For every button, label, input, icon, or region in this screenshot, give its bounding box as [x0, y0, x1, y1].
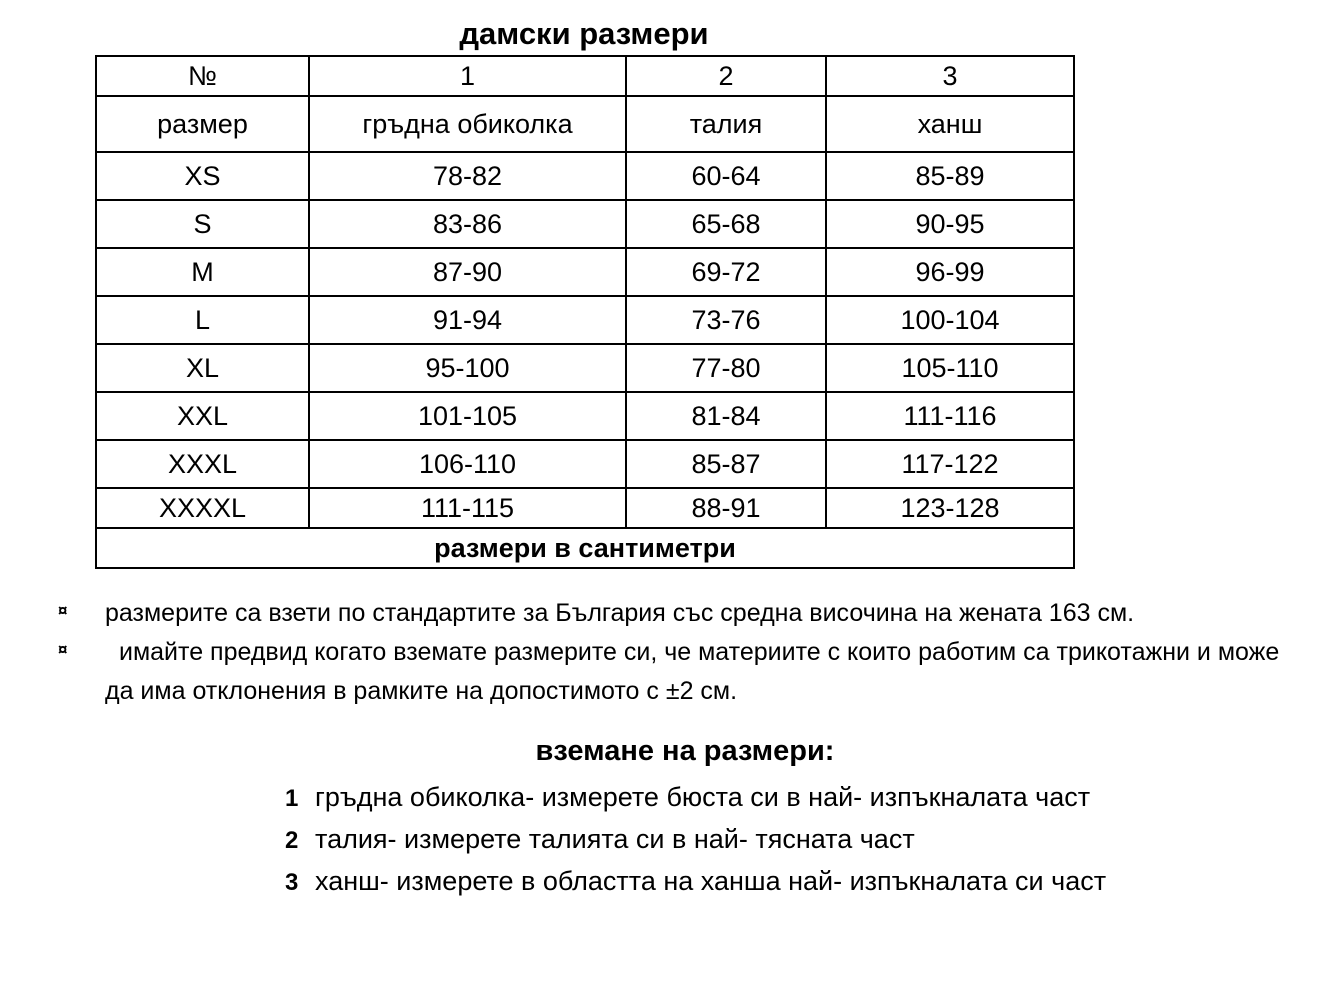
table-row-xxxxl: [96, 488, 1074, 528]
waist-cell: 85-87: [626, 440, 826, 488]
header-cell-number: №: [96, 56, 309, 96]
hips-cell: 117-122: [826, 440, 1074, 488]
waist-cell: 81-84: [626, 392, 826, 440]
hips-cell: 85-89: [826, 152, 1074, 200]
size-cell: XXXL: [96, 440, 309, 488]
table-row-l: [96, 296, 1074, 344]
hips-cell: 105-110: [826, 344, 1074, 392]
table-label-row: [96, 96, 1074, 152]
item-number: 3: [285, 869, 299, 896]
header-cell-2: 2: [626, 56, 826, 96]
measuring-item-chest: [285, 782, 1106, 814]
hips-cell: 111-116: [826, 392, 1074, 440]
item-number: 2: [285, 827, 299, 854]
table-footer-row: [96, 528, 1074, 568]
chest-cell: 111-115: [309, 488, 626, 528]
header-cell-1: 1: [309, 56, 626, 96]
table-row-xl: [96, 344, 1074, 392]
size-cell: M: [96, 248, 309, 296]
table-row-m: [96, 248, 1074, 296]
waist-cell: 65-68: [626, 200, 826, 248]
item-text: гръдна обиколка- измерете бюста си в най- изпъкналата част: [315, 782, 1091, 812]
note-text: размерите са взети по стандартите за България със средна височина на жената 163 см.: [105, 599, 1135, 627]
chest-cell: 95-100: [309, 344, 626, 392]
chest-cell: 87-90: [309, 248, 626, 296]
table-header-row: [96, 56, 1074, 96]
table-row-xxl: [96, 392, 1074, 440]
size-cell: XL: [96, 344, 309, 392]
item-number: 1: [285, 785, 299, 812]
chest-cell: 91-94: [309, 296, 626, 344]
waist-cell: 69-72: [626, 248, 826, 296]
label-cell-waist: талия: [626, 96, 826, 152]
item-text: талия- измерете талията си в най- тясната част: [315, 824, 915, 854]
size-cell: S: [96, 200, 309, 248]
chest-cell: 83-86: [309, 200, 626, 248]
note-text: имайте предвид когато вземате размерите си, че материите с които работим са трикотажни и може да има отклонения в рамките на допостимото с ±2 см.: [105, 638, 1280, 705]
waist-cell: 60-64: [626, 152, 826, 200]
size-cell: XS: [96, 152, 309, 200]
measuring-heading: вземане на размери:: [535, 735, 835, 767]
hips-cell: 90-95: [826, 200, 1074, 248]
chest-cell: 106-110: [309, 440, 626, 488]
label-cell-size: размер: [96, 96, 309, 152]
table-row-s: [96, 200, 1074, 248]
waist-cell: 88-91: [626, 488, 826, 528]
size-table: [95, 55, 1075, 569]
label-cell-chest: гръдна обиколка: [309, 96, 626, 152]
header-cell-3: 3: [826, 56, 1074, 96]
notes-section: [58, 594, 1308, 711]
hips-cell: 96-99: [826, 248, 1074, 296]
waist-cell: 73-76: [626, 296, 826, 344]
page-title: дамски размери: [459, 16, 709, 51]
item-text: ханш- измерете в областта на ханша най- изпъкналата си част: [315, 866, 1107, 896]
table-row-xxxl: [96, 440, 1074, 488]
note-item-standards: [58, 594, 1308, 633]
hips-cell: 100-104: [826, 296, 1074, 344]
size-cell: XXXXL: [96, 488, 309, 528]
size-cell: L: [96, 296, 309, 344]
chest-cell: 101-105: [309, 392, 626, 440]
table-footer-note: размери в сантиметри: [96, 528, 1074, 568]
measuring-item-waist: [285, 824, 1106, 856]
currency-bullet-icon: ¤: [58, 601, 68, 620]
note-item-tolerance: [58, 633, 1308, 711]
measuring-section: [285, 735, 1106, 908]
measuring-item-hips: [285, 866, 1106, 898]
chest-cell: 78-82: [309, 152, 626, 200]
waist-cell: 77-80: [626, 344, 826, 392]
label-cell-hips: ханш: [826, 96, 1074, 152]
table-row-xs: [96, 152, 1074, 200]
size-cell: XXL: [96, 392, 309, 440]
hips-cell: 123-128: [826, 488, 1074, 528]
currency-bullet-icon: ¤: [58, 640, 68, 659]
